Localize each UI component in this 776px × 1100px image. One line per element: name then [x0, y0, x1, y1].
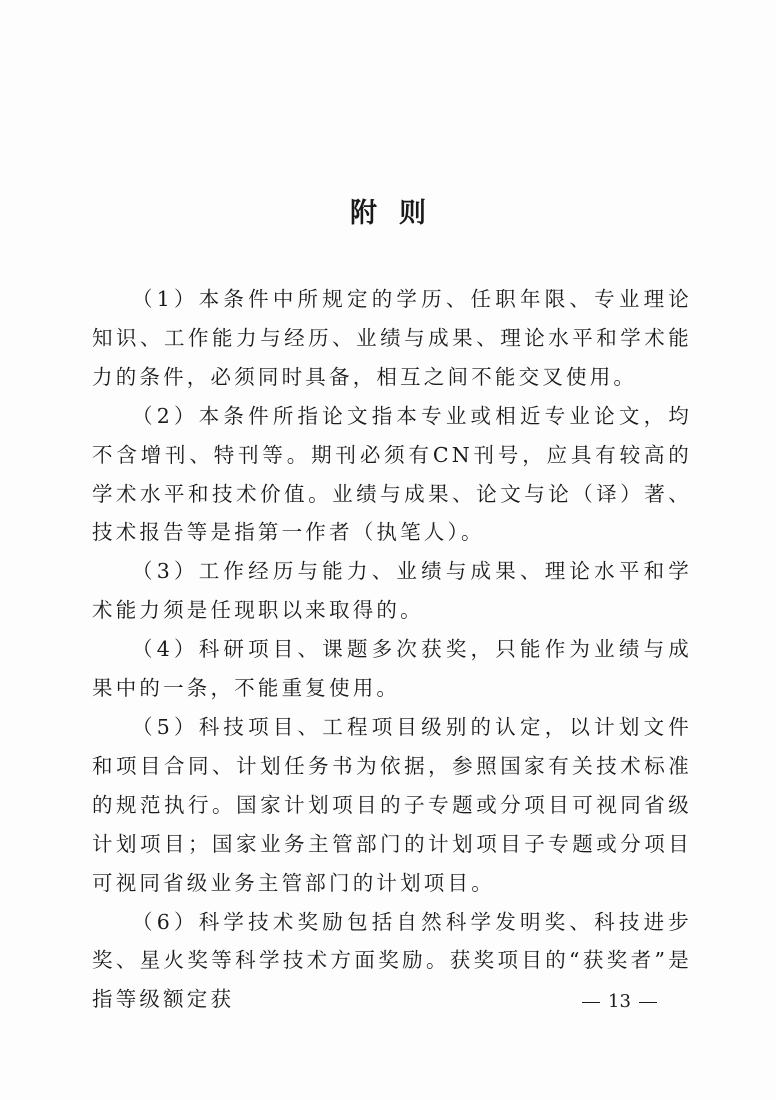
page-number [574, 990, 665, 1014]
page-number-value: 13 [608, 991, 631, 1012]
paragraph-4: （4）科研项目、课题多次获奖，只能作为业绩与成果中的一条，不能重复使用。 [92, 637, 692, 701]
paragraph-3: （3）工作经历与能力、业绩与成果、理论水平和学术能力须是任现职以来取得的。 [92, 559, 692, 623]
paragraph-5: （5）科技项目、工程项目级别的认定，以计划文件和项目合同、计划任务书为依据，参照国家有关技术标准的规范执行。国家计划项目的子专题或分项目可视同省级计划项目；国家业务主管部门的计划项目子专题或分项目可视同省级业务主管部门的计划项目。 [92, 714, 692, 895]
dash-left [582, 1002, 600, 1003]
paragraph-2: （2）本条件所指论文指本专业或相近专业论文，均不含增刊、特刊等。期刊必须有CN刊号，应具有较高的学术水平和技术价值。业绩与成果、论文与论（译）著、技术报告等是指第一作者（执笔人）。 [92, 403, 692, 545]
title-char-2: 则 [399, 198, 426, 229]
paragraph-6: （6）科学技术奖励包括自然科学发明奖、科技进步奖、星火奖等科学技术方面奖励。获奖项目的“获奖者”是指等级额定获 [92, 909, 692, 1012]
paragraph-1: （1）本条件中所规定的学历、任职年限、专业理论知识、工作能力与经历、业绩与成果、理论水平和学术能力的条件，必须同时具备，相互之间不能交叉使用。 [92, 287, 692, 389]
document-body [92, 280, 692, 1019]
section-title [0, 192, 776, 236]
dash-right [639, 1002, 657, 1003]
title-char-1: 附 [350, 198, 377, 229]
